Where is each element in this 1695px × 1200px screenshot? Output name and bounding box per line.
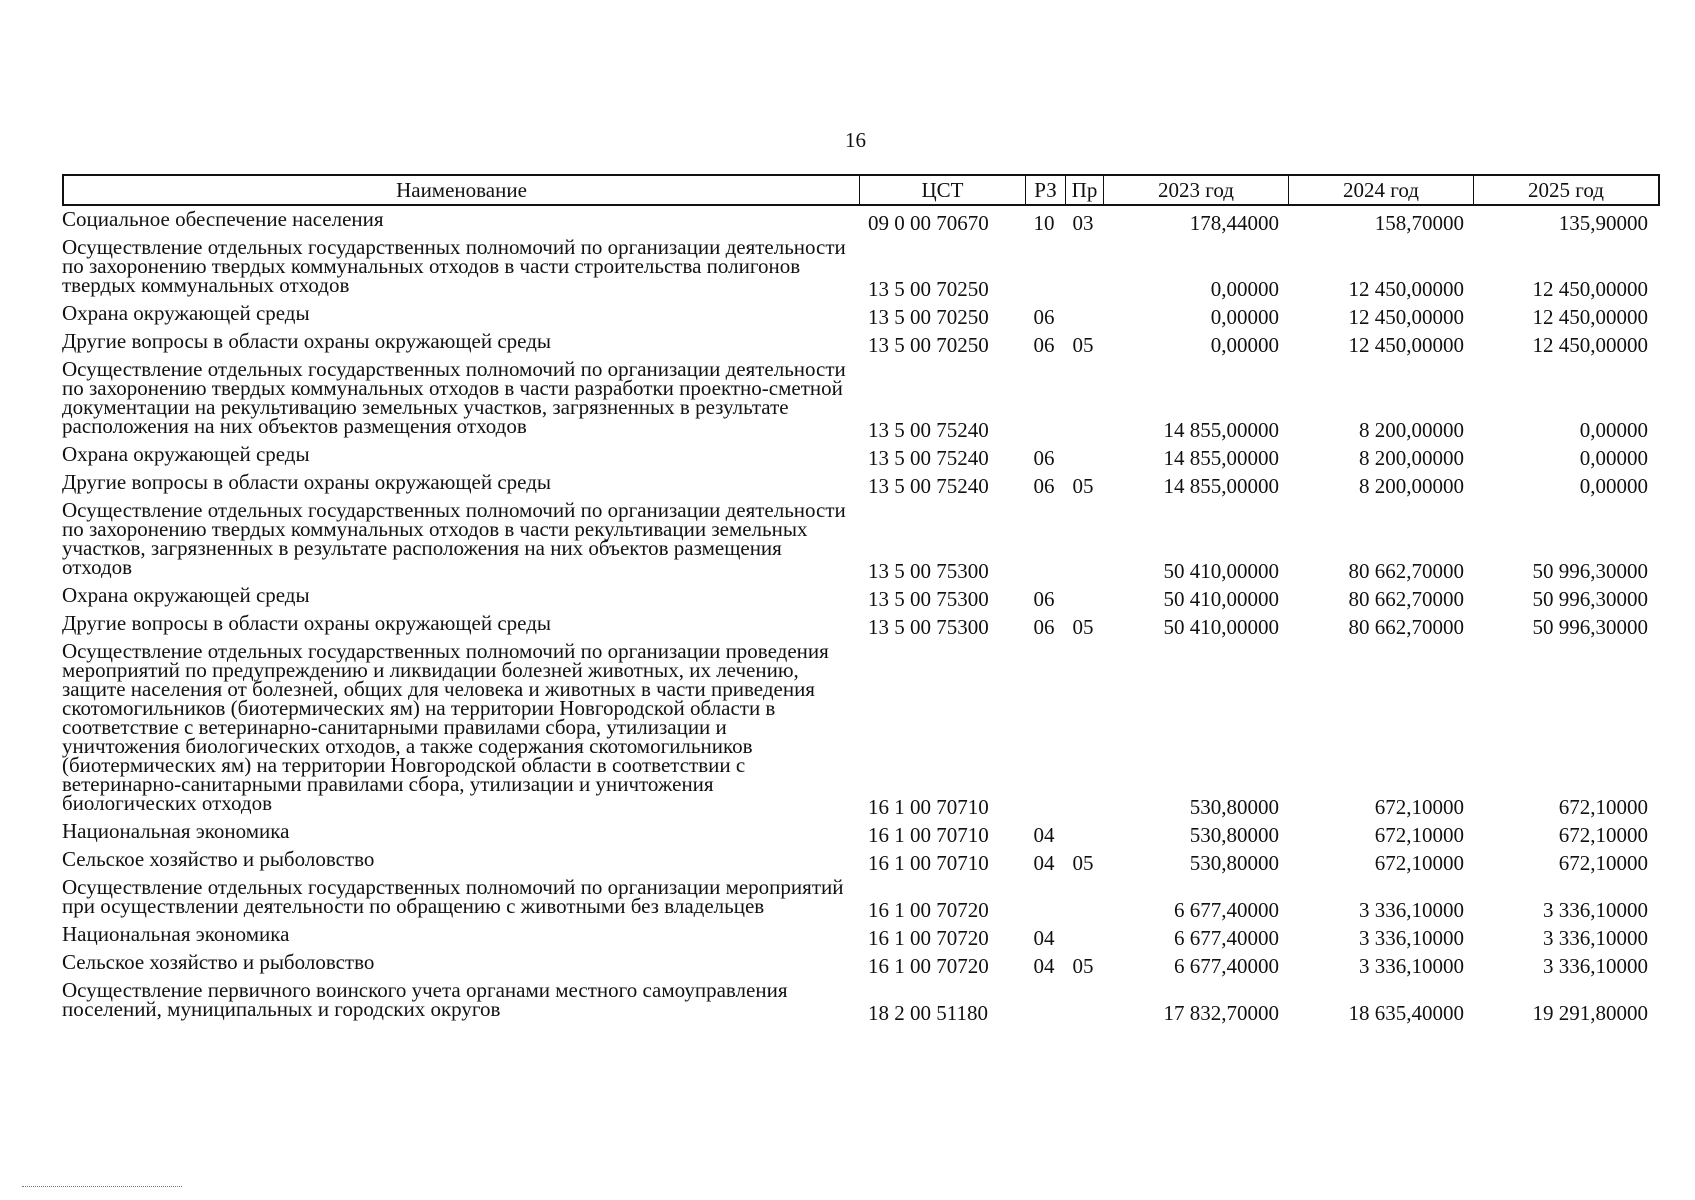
row-cst: 16 1 00 70720 xyxy=(868,954,989,978)
row-name: Другие вопросы в области охраны окружающей среды xyxy=(62,470,551,494)
table-row xyxy=(62,950,1660,978)
row-pr xyxy=(1064,875,1102,922)
row-pr xyxy=(1064,498,1102,583)
table-row xyxy=(62,611,1660,639)
row-2025: 3 336,10000 xyxy=(1543,954,1648,978)
row-rz: 06 xyxy=(1033,305,1055,329)
row-pr: 05 xyxy=(1072,474,1094,498)
row-cst: 16 1 00 70710 xyxy=(868,795,989,819)
header-2025: 2025 год xyxy=(1528,178,1604,202)
table-row xyxy=(62,819,1660,847)
row-cst: 13 5 00 70250 xyxy=(868,277,989,301)
table-row xyxy=(62,442,1660,470)
row-2023: 530,80000 xyxy=(1189,851,1279,875)
row-rz xyxy=(1024,498,1064,583)
row-rz xyxy=(1024,639,1064,819)
row-cst: 18 2 00 51180 xyxy=(868,1001,988,1025)
row-rz xyxy=(1024,978,1064,1025)
row-pr xyxy=(1064,819,1102,847)
row-rz: 04 xyxy=(1033,851,1055,875)
row-2023: 0,00000 xyxy=(1210,333,1279,357)
row-pr: 05 xyxy=(1072,851,1094,875)
row-pr xyxy=(1064,301,1102,329)
row-2023: 0,00000 xyxy=(1210,305,1279,329)
table-row xyxy=(62,357,1660,442)
row-name: Социальное обеспечение населения xyxy=(62,207,384,231)
table-row xyxy=(62,583,1660,611)
row-rz xyxy=(1024,875,1064,922)
row-2024: 8 200,00000 xyxy=(1359,446,1464,470)
row-2023: 530,80000 xyxy=(1189,823,1279,847)
header-2023: 2023 год xyxy=(1104,176,1289,204)
row-2023: 6 677,40000 xyxy=(1174,926,1279,950)
row-name: Осуществление отдельных государственных полномочий по организации мероприятий при осуществлении деятельности по обращению с животными без владельцев xyxy=(62,875,844,918)
row-2024: 3 336,10000 xyxy=(1359,954,1464,978)
row-name: Осуществление отдельных государственных полномочий по организации деятельности по захоронению твердых коммунальных отходов в части строительства полигонов твердых коммунальных отходов xyxy=(62,235,846,297)
row-name: Сельское хозяйство и рыболовство xyxy=(62,950,375,974)
row-cst: 13 5 00 75300 xyxy=(868,559,989,583)
row-pr xyxy=(1064,583,1102,611)
header-2024: 2024 год xyxy=(1289,176,1474,204)
budget-table xyxy=(62,174,1660,1025)
row-rz: 06 xyxy=(1033,446,1055,470)
table-body xyxy=(62,207,1660,1025)
row-2024: 12 450,00000 xyxy=(1348,277,1464,301)
table-row xyxy=(62,978,1660,1025)
row-2025: 672,10000 xyxy=(1558,795,1648,819)
row-2023: 530,80000 xyxy=(1189,795,1279,819)
row-name: Другие вопросы в области охраны окружающей среды xyxy=(62,611,551,635)
row-cst: 13 5 00 75300 xyxy=(868,587,989,611)
header-cst: ЦСТ xyxy=(860,176,1026,204)
table-row xyxy=(62,498,1660,583)
row-name: Национальная экономика xyxy=(62,819,290,843)
row-name: Осуществление отдельных государственных полномочий по организации деятельности по захоронению твердых коммунальных отходов в части рекультивации земельных участков, загрязненных в результате расположения на них объектов размещения отходов xyxy=(62,498,846,579)
row-cst: 13 5 00 75240 xyxy=(868,418,989,442)
row-cst: 13 5 00 75240 xyxy=(868,446,989,470)
table-row xyxy=(62,875,1660,922)
row-rz: 04 xyxy=(1033,926,1055,950)
row-cst: 16 1 00 70720 xyxy=(868,898,989,922)
row-2024: 80 662,70000 xyxy=(1348,587,1464,611)
table-row xyxy=(62,470,1660,498)
row-name: Охрана окружающей среды xyxy=(62,583,310,607)
row-2025: 0,00000 xyxy=(1579,446,1648,470)
row-cst: 16 1 00 70720 xyxy=(868,926,989,950)
row-cst: 16 1 00 70710 xyxy=(868,851,989,875)
row-2024: 18 635,40000 xyxy=(1348,1001,1464,1025)
row-2024: 8 200,00000 xyxy=(1359,474,1464,498)
row-2023: 14 855,00000 xyxy=(1163,474,1279,498)
row-2024: 80 662,70000 xyxy=(1348,615,1464,639)
table-row xyxy=(62,922,1660,950)
row-2025: 3 336,10000 xyxy=(1543,926,1648,950)
row-2023: 0,00000 xyxy=(1210,277,1279,301)
row-2023: 178,44000 xyxy=(1189,211,1279,235)
row-cst: 09 0 00 70670 xyxy=(868,211,989,235)
row-name: Национальная экономика xyxy=(62,922,290,946)
row-pr xyxy=(1064,639,1102,819)
row-rz: 04 xyxy=(1033,954,1055,978)
row-pr: 05 xyxy=(1072,954,1094,978)
row-pr: 05 xyxy=(1072,333,1094,357)
row-name: Осуществление отдельных государственных полномочий по организации проведения мероприятий по предупреждению и ликвидации болезней животных, их лечению, защите населения от болезней, общих для человека и животных в части приведения скотомогильников (биотермических ям) на территории Новгородской области в соответствие с ветеринарно-санитарными правилами сбора, утилизации и уничтожения биологических отходов, а также содержания скотомогильников (биотермических ям) на территории Новгородской области в соответствии с ветеринарно-санитарными правилами сбора, утилизации и уничтожения биологических отходов xyxy=(62,639,829,815)
row-2025: 672,10000 xyxy=(1558,823,1648,847)
row-rz: 06 xyxy=(1033,474,1055,498)
row-pr xyxy=(1064,357,1102,442)
row-2024: 3 336,10000 xyxy=(1359,926,1464,950)
row-2023: 14 855,00000 xyxy=(1163,446,1279,470)
row-pr xyxy=(1064,922,1102,950)
table-row xyxy=(62,847,1660,875)
row-pr: 05 xyxy=(1072,615,1094,639)
row-2023: 14 855,00000 xyxy=(1163,418,1279,442)
row-2023: 6 677,40000 xyxy=(1174,954,1279,978)
row-2025: 50 996,30000 xyxy=(1532,615,1648,639)
row-pr xyxy=(1064,442,1102,470)
row-2024: 80 662,70000 xyxy=(1348,559,1464,583)
row-2023: 50 410,00000 xyxy=(1163,559,1279,583)
row-name: Сельское хозяйство и рыболовство xyxy=(62,847,375,871)
row-cst: 16 1 00 70710 xyxy=(868,823,989,847)
table-row xyxy=(62,301,1660,329)
row-2024: 672,10000 xyxy=(1374,823,1464,847)
row-2025: 12 450,00000 xyxy=(1532,277,1648,301)
row-2025: 3 336,10000 xyxy=(1543,898,1648,922)
row-name: Другие вопросы в области охраны окружающей среды xyxy=(62,329,551,353)
row-pr xyxy=(1064,978,1102,1025)
row-rz xyxy=(1024,357,1064,442)
row-name: Охрана окружающей среды xyxy=(62,301,310,325)
row-rz: 06 xyxy=(1033,587,1055,611)
row-pr xyxy=(1064,235,1102,301)
row-2024: 672,10000 xyxy=(1374,795,1464,819)
row-2025: 0,00000 xyxy=(1579,474,1648,498)
table-row xyxy=(62,207,1660,235)
row-2023: 50 410,00000 xyxy=(1163,587,1279,611)
page-number: 16 xyxy=(845,128,866,152)
footer-divider xyxy=(22,1186,182,1187)
row-rz xyxy=(1024,235,1064,301)
row-rz: 04 xyxy=(1033,823,1055,847)
row-rz: 06 xyxy=(1033,615,1055,639)
row-2025: 50 996,30000 xyxy=(1532,559,1648,583)
row-rz: 06 xyxy=(1033,333,1055,357)
row-2025: 0,00000 xyxy=(1579,418,1648,442)
table-row xyxy=(62,329,1660,357)
table-row xyxy=(62,639,1660,819)
row-pr: 03 xyxy=(1072,211,1094,235)
header-rz: РЗ xyxy=(1026,176,1066,204)
header-pr: Пр xyxy=(1066,176,1104,204)
row-2023: 50 410,00000 xyxy=(1163,615,1279,639)
row-2024: 3 336,10000 xyxy=(1359,898,1464,922)
row-2025: 672,10000 xyxy=(1558,851,1648,875)
row-cst: 13 5 00 75300 xyxy=(868,615,989,639)
row-2024: 8 200,00000 xyxy=(1359,418,1464,442)
row-2025: 19 291,80000 xyxy=(1532,1001,1648,1025)
row-2025: 12 450,00000 xyxy=(1532,305,1648,329)
row-2023: 17 832,70000 xyxy=(1163,1001,1279,1025)
header-name: Наименование xyxy=(64,176,860,204)
table-row xyxy=(62,235,1660,301)
row-2024: 12 450,00000 xyxy=(1348,333,1464,357)
row-2025: 12 450,00000 xyxy=(1532,333,1648,357)
row-2024: 158,70000 xyxy=(1374,211,1464,235)
row-name: Осуществление отдельных государственных полномочий по организации деятельности по захоронению твердых коммунальных отходов в части разработки проектно-сметной документации на рекультивацию земельных участков, загрязненных в результате расположения на них объектов размещения отходов xyxy=(62,357,846,438)
row-2024: 672,10000 xyxy=(1374,851,1464,875)
row-name: Охрана окружающей среды xyxy=(62,442,310,466)
row-cst: 13 5 00 75240 xyxy=(868,474,989,498)
row-cst: 13 5 00 70250 xyxy=(868,305,989,329)
table-header xyxy=(62,174,1660,206)
row-2025: 50 996,30000 xyxy=(1532,587,1648,611)
row-name: Осуществление первичного воинского учета органами местного самоуправления поселений, муниципальных и городских округов xyxy=(62,978,788,1021)
row-2023: 6 677,40000 xyxy=(1174,898,1279,922)
row-rz: 10 xyxy=(1033,211,1055,235)
row-cst: 13 5 00 70250 xyxy=(868,333,989,357)
row-2024: 12 450,00000 xyxy=(1348,305,1464,329)
row-2025: 135,90000 xyxy=(1558,211,1648,235)
